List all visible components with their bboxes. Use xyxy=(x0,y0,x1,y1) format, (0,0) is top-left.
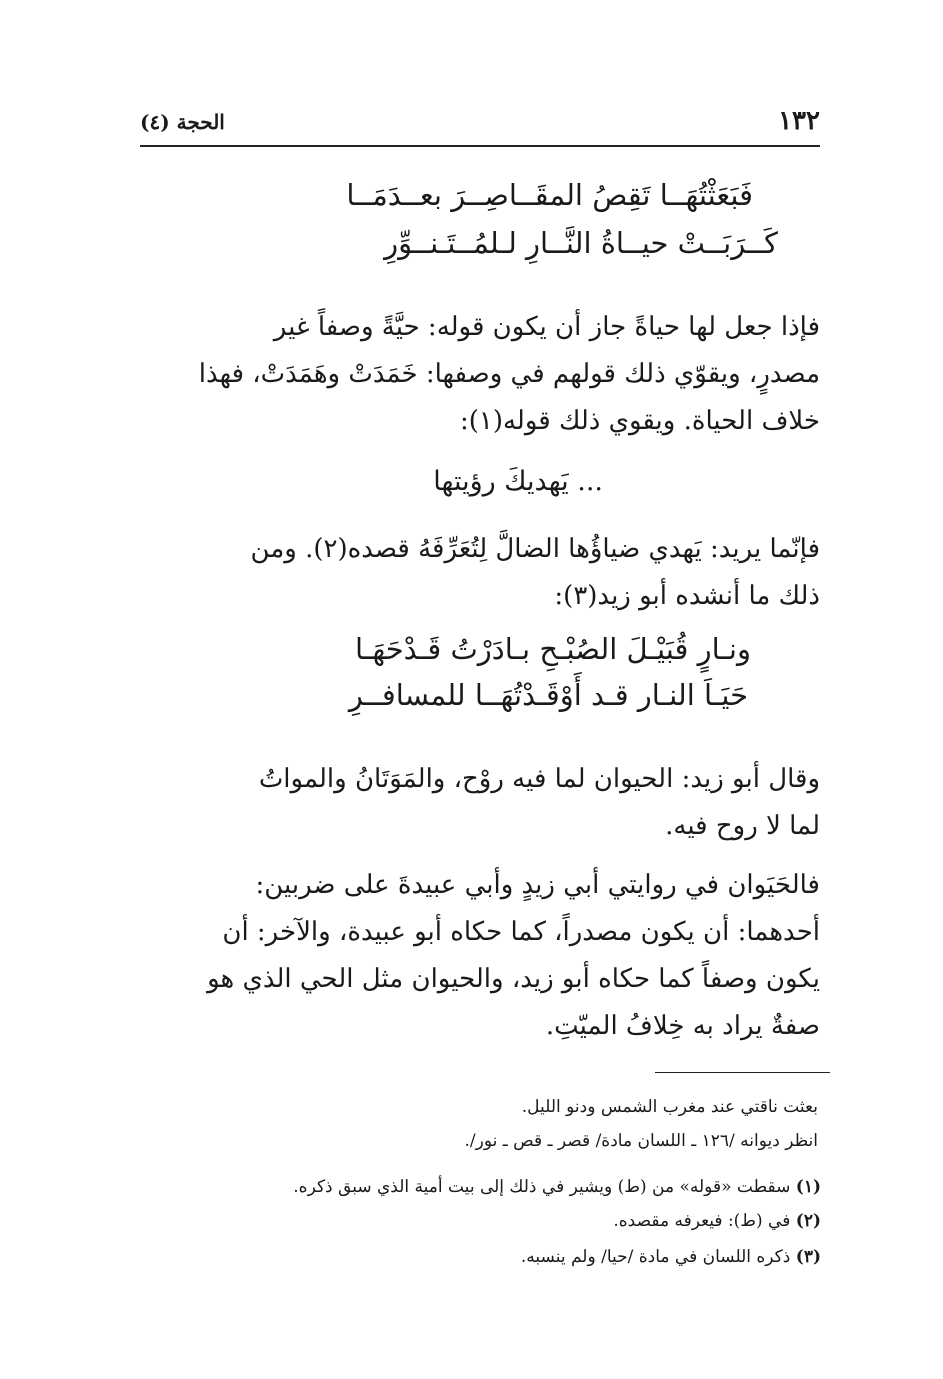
paragraph-line: لما لا روح فيه. xyxy=(665,811,820,841)
footnote-text: في (ط): فيعرفه مقصده. xyxy=(613,1211,791,1231)
paragraph-line: وقال أبو زيد: الحيوان لما فيه روْح، والمَوَتَانُ والمواتُ xyxy=(258,764,820,794)
paragraph-line: صفةٌ يراد به خِلافُ الميّتِ. xyxy=(545,1011,820,1041)
paragraph-line: خلاف الحياة. ويقوي ذلك قوله(١): xyxy=(459,406,820,436)
paragraph-line: يكون وصفاً كما حكاه أبو زيد، والحيوان مثل الحي الذي هو xyxy=(207,964,820,994)
footnote-number: (١) xyxy=(795,1177,821,1197)
footnote-1 xyxy=(293,1177,821,1197)
footnote-number: (٣) xyxy=(795,1247,821,1267)
footnote-2 xyxy=(613,1211,821,1231)
footnote-rule xyxy=(655,1072,830,1073)
paragraph-4 xyxy=(140,862,820,1050)
header-rule xyxy=(140,145,820,147)
verse1-hemistich2: كَــرَبَــتْ حيــاةُ النَّــارِ لـلمُــتَـنــوِّرِ xyxy=(384,226,778,260)
paragraph-2 xyxy=(140,526,820,620)
paragraph-1 xyxy=(140,304,820,445)
footnote-continuation-line: انظر ديوانه /١٢٦ ـ اللسان مادة/ قصر ـ قص ـ نور/. xyxy=(464,1131,818,1151)
footnote-number: (٢) xyxy=(795,1211,821,1231)
verse2-hemistich2: حَيَـاَ النـار قـد أَوْقَـدْتُهَــا للمسافــرِ xyxy=(348,678,748,712)
page-header xyxy=(140,100,820,140)
paragraph-line: ذلك ما أنشده أبو زيد(٣): xyxy=(554,581,820,611)
verse2-hemistich1: ونـارٍ قُبَيْـلَ الصُبْـحِ بـادَرْتُ قَـدْحَهَـا xyxy=(355,632,751,666)
footnote-continuation-line: بعثت ناقتي عند مغرب الشمس ودنو الليل. xyxy=(521,1097,818,1117)
paragraph-line: أحدهما: أن يكون مصدراً، كما حكاه أبو عبيدة، والآخر: أن xyxy=(222,917,820,947)
quoted-fragment: ... يَهديكَ رؤيتها xyxy=(433,466,603,497)
paragraph-line: فإذا جعل لها حياةً جاز أن يكون قوله: حيَّةً وصفاً غير xyxy=(273,312,820,342)
paragraph-line: فالحَيَوان في روايتي أبي زيدٍ وأبي عبيدةَ على ضربين: xyxy=(255,870,820,900)
running-title: الحجة (٤) xyxy=(140,110,225,134)
paragraph-line: فإنّما يريد: يَهدي ضياؤُها الضالَّ لِتُعَرِّفَهُ قصده(٢). ومن xyxy=(250,534,820,564)
footnote-text: سقطت «قوله» من (ط) ويشير في ذلك إلى بيت أمية الذي سبق ذكره. xyxy=(293,1177,791,1197)
page-number: ١٣٢ xyxy=(778,106,820,136)
footnote-3 xyxy=(521,1247,821,1267)
verse1-hemistich1: فَبَعَثْتُهَــا تَقِصُ المقَــاصِــرَ بعــدَمَــا xyxy=(346,178,753,212)
paragraph-line: مصدرٍ، ويقوّي ذلك قولهم في وصفها: خَمَدَتْ وهَمَدَتْ، فهذا xyxy=(198,359,820,389)
paragraph-3 xyxy=(140,756,820,850)
footnote-text: ذكره اللسان في مادة /حيا/ ولم ينسبه. xyxy=(520,1247,791,1267)
